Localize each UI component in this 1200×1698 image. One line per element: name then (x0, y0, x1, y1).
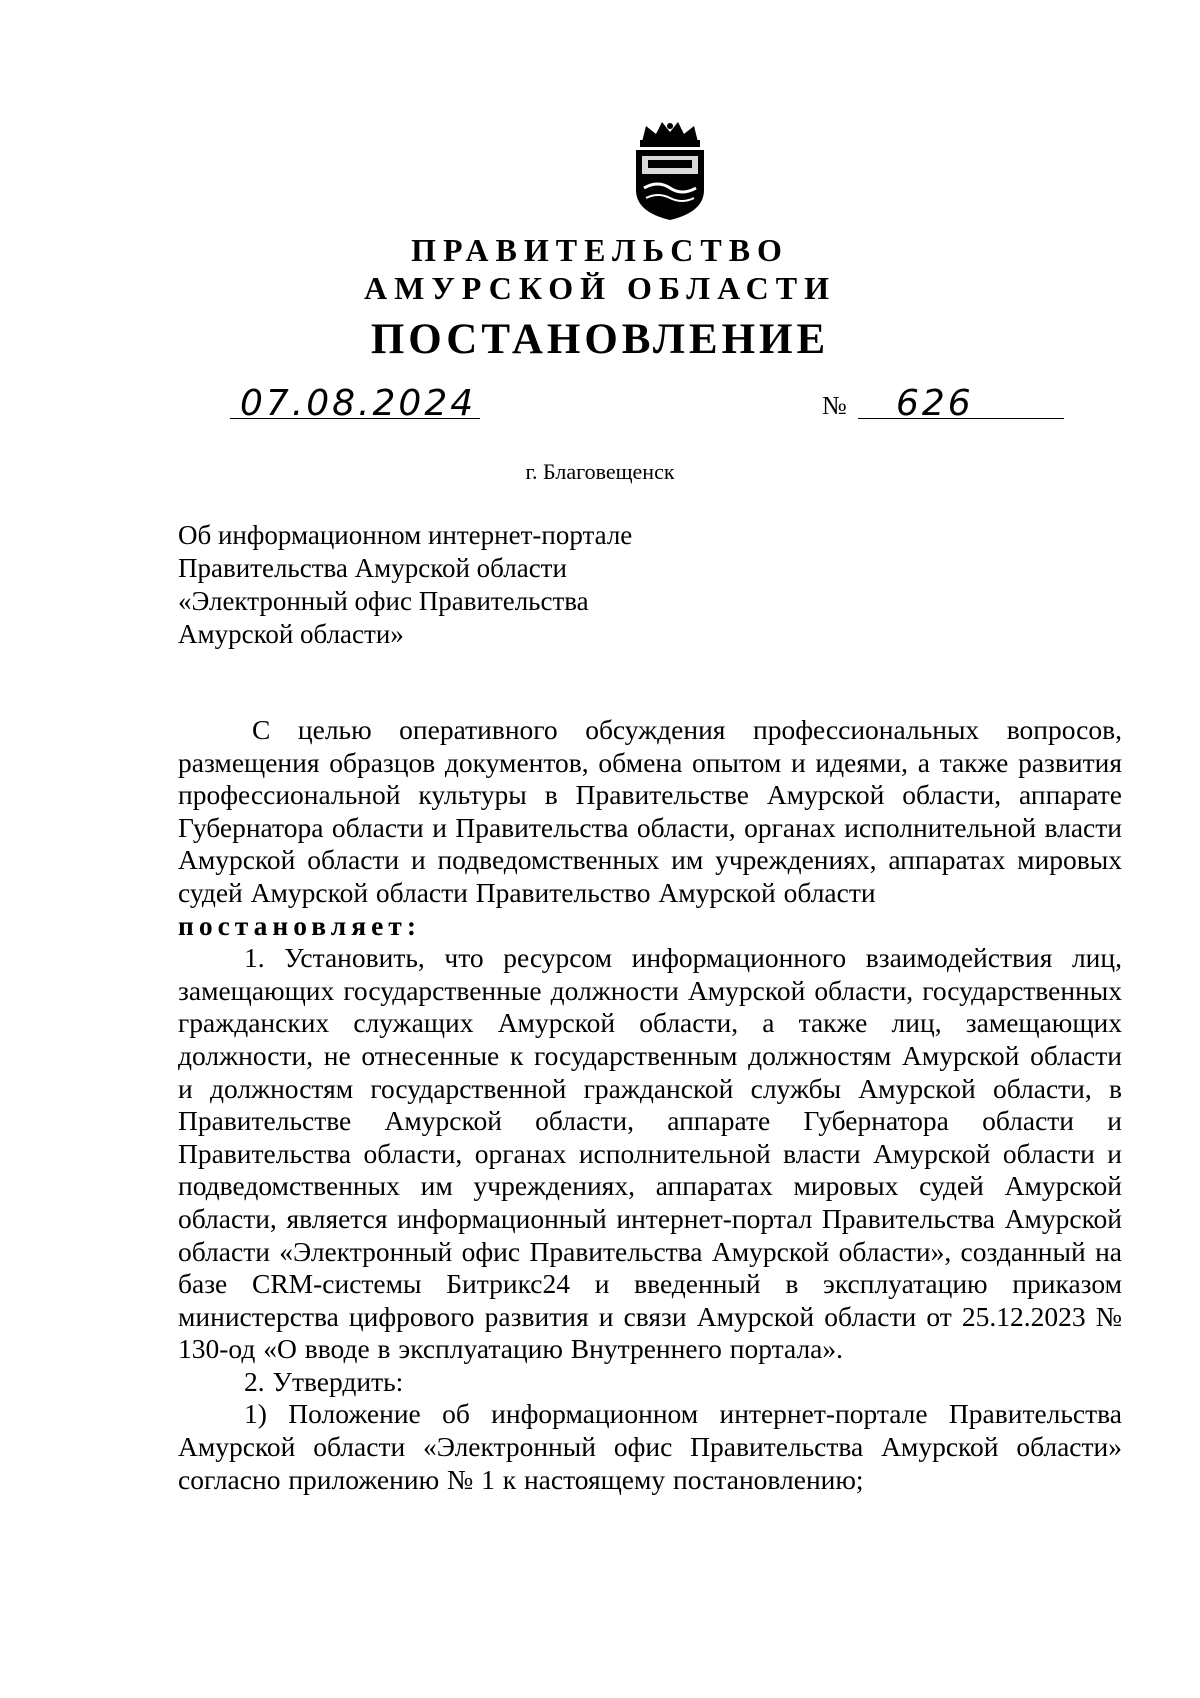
item-1-paragraph: 1. Установить, что ресурсом информационного взаимодействия лиц, замещающих государственные должности Амурской области, государственных гражданских служащих Амурской области, а также лиц, замещающих должности, не отнесенные к государственным должностям Амурской области и должностям государственной гражданской службы Амурской области, в Правительстве Амурской области, аппарате Губернатора области и Правительства области, органах исполнительной власти Амурской области и подведомственных им учреждениях, аппаратах мировых судей Амурской области, является информационный интернет-портал Правительства Амурской области «Электронный офис Правительства Амурской области», созданный на базе CRM-системы Битрикс24 и введенный в эксплуатацию приказом министерства цифрового развития и связи Амурской области от 25.12.2023 № 130-од «О вводе в эксплуатацию Внутреннего портала». (178, 942, 1122, 1365)
date-underline (230, 418, 480, 419)
subject-line: «Электронный офис Правительства (178, 586, 589, 616)
city: г. Благовещенск (525, 459, 675, 484)
subject-line: Об информационном интернет-портале (178, 520, 633, 550)
document-date: 07.08.2024 (240, 383, 477, 424)
subject-line: Правительства Амурской области (178, 553, 567, 583)
document-subject (178, 519, 738, 651)
org-name-line2: АМУРСКОЙ ОБЛАСТИ (364, 270, 836, 306)
item-2-1-paragraph: 1) Положение об информационном интернет-портале Правительства Амурской области «Электронный офис Правительства Амурской области» согласно приложению № 1 к настоящему постановлению; (178, 1398, 1122, 1495)
document-body (178, 714, 1122, 1496)
number-underline (858, 418, 1064, 419)
preamble-paragraph: С целью оперативного обсуждения профессиональных вопросов, размещения образцов документов, обмена опытом и идеями, а также развития профессиональной культуры в Правительстве Амурской области, аппарате Губернатора области и Правительства области, органах исполнительной власти Амурской области и подведомственных им учреждениях, аппаратах мировых судей Амурской области Правительство Амурской области (178, 714, 1122, 908)
document-type: ПОСТАНОВЛЕНИЕ (370, 316, 830, 363)
subject-line: Амурской области» (178, 619, 404, 649)
number-label: № (822, 391, 847, 420)
coat-of-arms-icon (628, 118, 712, 222)
org-name-line1: ПРАВИТЕЛЬСТВО (411, 232, 789, 268)
document-number: 626 (896, 383, 974, 424)
item-2-paragraph: 2. Утвердить: (244, 1365, 404, 1397)
decree-word: постановляет: (178, 909, 421, 941)
